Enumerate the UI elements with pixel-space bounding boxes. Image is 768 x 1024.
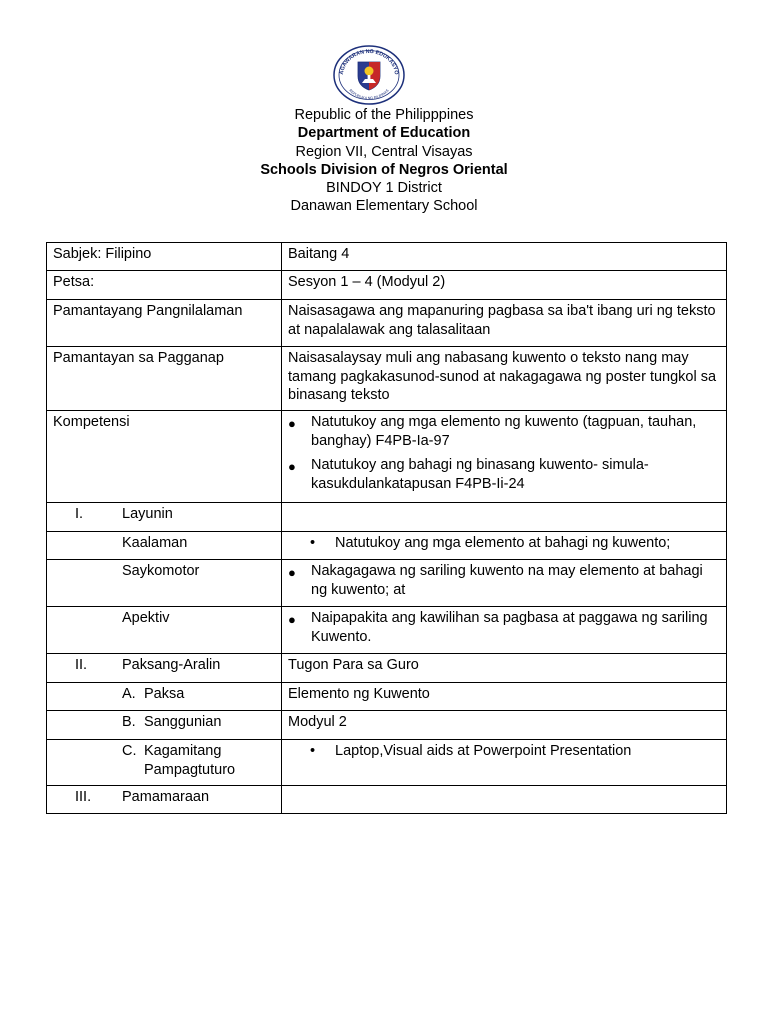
table-row	[47, 411, 727, 503]
reference-cell	[47, 711, 282, 740]
empty-cell	[282, 786, 727, 814]
knowledge-cell-value	[282, 532, 727, 560]
content-standard-label: Pamantayang Pangnilalaman	[47, 300, 282, 347]
knowledge-cell	[47, 532, 282, 560]
bullet-icon: •	[310, 743, 316, 759]
svg-text:REPUBLIKA NG PILIPINAS: REPUBLIKA NG PILIPINAS	[348, 88, 390, 101]
objectives-label: Layunin	[122, 506, 173, 522]
table-row	[47, 654, 727, 683]
knowledge-label: Kaalaman	[122, 535, 188, 551]
section-number: III.	[75, 789, 92, 805]
performance-standard-value: Naisasalaysay muli ang nabasang kuwento o teksto nang may tamang pagkakasunod-sunod at nakagagawa ng poster tungkol sa binasang teksto	[282, 347, 727, 411]
topic-label: Paksa	[144, 686, 185, 702]
topic-value: Elemento ng Kuwento	[282, 683, 727, 711]
table-row	[47, 271, 727, 300]
subject-matter-cell	[47, 654, 282, 683]
item-letter: C.	[122, 743, 137, 759]
affective-cell-value	[282, 607, 727, 654]
deped-seal-logo	[332, 45, 406, 105]
lesson-plan-table	[46, 242, 727, 814]
section-number: I.	[75, 506, 84, 522]
country-line: Republic of the Philipppines	[294, 107, 474, 123]
affective-cell	[47, 607, 282, 654]
procedure-cell	[47, 786, 282, 814]
table-row	[47, 243, 727, 271]
table-row	[47, 300, 727, 347]
performance-standard-label: Pamantayan sa Pagganap	[47, 347, 282, 411]
list-item	[288, 534, 720, 553]
list-item	[288, 456, 720, 493]
materials-label: Kagamitang Pampagtuturo	[144, 743, 236, 778]
table-row	[47, 560, 727, 607]
item-letter: B.	[122, 714, 136, 730]
black-circle-bullet-icon: ●	[288, 612, 296, 627]
knowledge-item-text: Natutukoy ang mga elemento at bahagi ng kuwento;	[335, 535, 671, 551]
list-item	[288, 562, 720, 599]
table-row	[47, 347, 727, 411]
department-line: Department of Education	[297, 125, 471, 142]
reference-value: Modyul 2	[282, 711, 727, 740]
psychomotor-cell	[47, 560, 282, 607]
psychomotor-item-text: Nakagagawa ng sariling kuwento na may elemento at bahagi ng kuwento; at	[311, 563, 703, 598]
topic-cell	[47, 683, 282, 711]
table-row	[47, 607, 727, 654]
subject-matter-label: Paksang-Aralin	[122, 657, 221, 673]
division-line: Schools Division of Negros Oriental	[260, 161, 508, 178]
materials-item-text: Laptop,Visual aids at Powerpoint Presentation	[335, 743, 632, 759]
affective-label: Apektiv	[122, 610, 170, 626]
section-number: II.	[75, 657, 88, 673]
procedure-label: Pamamaraan	[122, 789, 210, 805]
date-label: Petsa:	[47, 271, 282, 300]
black-circle-bullet-icon: ●	[288, 459, 296, 474]
materials-cell	[47, 740, 282, 786]
region-line: Region VII, Central Visayas	[295, 143, 473, 160]
list-item	[288, 413, 720, 450]
school-line: Danawan Elementary School	[290, 198, 478, 215]
content-standard-value: Naisasagawa ang mapanuring pagbasa sa iba't ibang uri ng teksto at napalalawak ang talasalitaan	[282, 300, 727, 347]
district-line: BINDOY 1 District	[326, 180, 442, 197]
letterhead	[0, 106, 768, 216]
table-row	[47, 532, 727, 560]
bullet-icon: •	[310, 535, 316, 551]
competency-label: Kompetensi	[47, 411, 282, 503]
materials-cell-value	[282, 740, 727, 786]
list-item	[288, 609, 720, 646]
black-circle-bullet-icon: ●	[288, 416, 296, 431]
svg-text:KAGAWARAN NG EDUKASYON: AGAWARAN NG EDUKASYO	[338, 48, 400, 76]
table-row	[47, 711, 727, 740]
subject-label: Sabjek: Filipino	[47, 243, 282, 271]
grade-value: Baitang 4	[282, 243, 727, 271]
table-row	[47, 503, 727, 532]
competency-item-text: Natutukoy ang bahagi ng binasang kuwento- simula-kasukdulankatapusan F4PB-Ii-24	[311, 457, 649, 492]
table-row	[47, 740, 727, 786]
item-letter: A.	[122, 686, 136, 702]
subject-matter-value: Tugon Para sa Guro	[282, 654, 727, 683]
reference-label: Sanggunian	[144, 714, 222, 730]
table-row	[47, 786, 727, 814]
table-row	[47, 683, 727, 711]
list-item	[288, 742, 720, 761]
competency-item-text: Natutukoy ang mga elemento ng kuwento (tagpuan, tauhan, banghay) F4PB-Ia-97	[311, 414, 697, 449]
psychomotor-cell-value	[282, 560, 727, 607]
psychomotor-label: Saykomotor	[122, 563, 200, 579]
session-value: Sesyon 1 – 4 (Modyul 2)	[282, 271, 727, 300]
affective-item-text: Naipapakita ang kawilihan sa pagbasa at paggawa ng sariling Kuwento.	[311, 610, 708, 645]
empty-cell	[282, 503, 727, 532]
competency-list	[282, 411, 727, 503]
objectives-cell	[47, 503, 282, 532]
black-circle-bullet-icon: ●	[288, 565, 296, 580]
